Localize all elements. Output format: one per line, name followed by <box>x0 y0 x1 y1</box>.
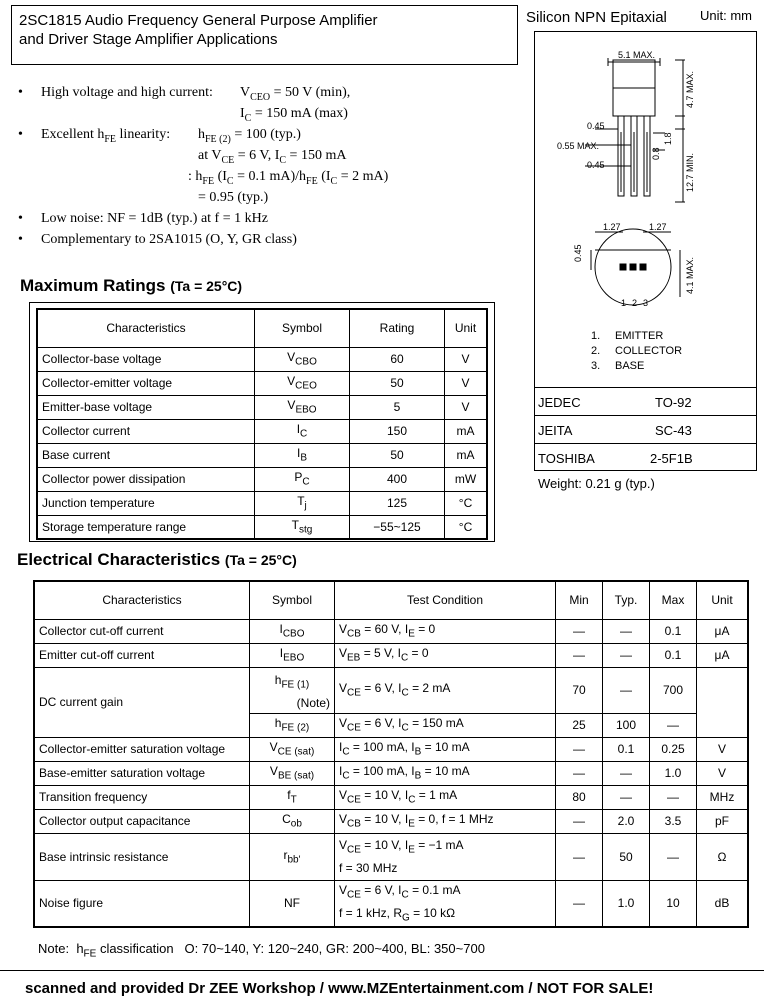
symbol-cell: $h_{FE (2)}$ <box>250 713 335 737</box>
standard-row: TOSHIBA 2-5F1B <box>535 443 756 471</box>
unit-cell: MHz <box>697 785 749 809</box>
symbol-cell: $T_{stg}$ <box>255 515 350 539</box>
symbol-cell: $I_B$ <box>255 443 350 467</box>
char-cell: Collector-emitter voltage <box>37 371 255 395</box>
feature-item: • Excellent $h_{FE}$ linearity: $h_{FE (2)} = 100$ (typ.) <box>18 127 301 145</box>
condition-cell: $I_C = 100$ mA, $I_B = 10$ mA <box>335 737 556 761</box>
dim-lead3: 0.45 <box>587 160 605 170</box>
condition-cell: $V_{CB} = 10$ V, $I_E = 0$, f = 1 MHz <box>335 809 556 833</box>
table-row <box>34 643 748 667</box>
char-cell: Storage temperature range <box>37 515 255 539</box>
dim-pitch-l: 1.27 <box>603 222 621 232</box>
char-cell: Emitter cut-off current <box>34 643 250 667</box>
standards-table <box>535 387 756 471</box>
table-row <box>34 833 748 880</box>
value-cell: 50 <box>350 371 445 395</box>
dim-length: 12.7 MIN. <box>685 152 695 192</box>
max-ratings-frame <box>29 302 495 542</box>
standard-row: JEDEC TO-92 <box>535 387 756 415</box>
symbol-cell: $r_{bb'}$ <box>250 833 335 880</box>
feature-item: • High voltage and high current: $V_{CEO} = 50$ V (min), <box>18 85 351 103</box>
symbol-cell: $C_{ob}$ <box>250 809 335 833</box>
max-cell: 700 <box>650 667 697 713</box>
condition-cell: $I_C = 100$ mA, $I_B = 10$ mA <box>335 761 556 785</box>
max-cell: — <box>650 833 697 880</box>
table-row <box>34 619 748 643</box>
char-cell: Collector current <box>37 419 255 443</box>
table-row <box>37 443 487 467</box>
col-header: Characteristics <box>37 309 255 347</box>
char-cell: Base intrinsic resistance <box>34 833 250 880</box>
pin-number-1: 1 <box>621 298 627 308</box>
typ-cell: — <box>603 667 650 713</box>
col-header: Max <box>650 581 697 619</box>
features: • High voltage and high current: $V_{CEO} = 50$ V (min), $I_C = 150$ mA (max) • Excellent $h_{FE}$ linearity: $h_{FE (2)} = 100$ (typ.) at $V_{CE} = 6$ V, $I_C = 150$ mA : $h_{FE}$ ($I_C = 0.1$ $mA)/h_{FE}$ ($I_C = 2$ mA) = 0.95 (typ.) • Low noise: NF = 1dB (typ.) at f = 1 kHz • Complementary to 2SA1015 (O, Y, GR class) <box>18 82 498 250</box>
unit-cell: V <box>697 761 749 785</box>
pin-2-name: COLLECTOR <box>615 345 683 357</box>
pin-3-name: BASE <box>615 360 645 372</box>
pin-2-num: 2. <box>591 345 601 357</box>
feature-item: • Low noise: NF = 1dB (typ.) at f = 1 kHz <box>18 211 268 226</box>
char-cell: DC current gain <box>34 667 250 737</box>
table-row <box>37 491 487 515</box>
value-cell: 125 <box>350 491 445 515</box>
min-cell: 70 <box>556 667 603 713</box>
title-line1: 2SC1815 Audio Frequency General Purpose Amplifier <box>19 12 378 29</box>
unit-cell: μA <box>697 643 749 667</box>
table-row <box>37 395 487 419</box>
unit-cell: °C <box>445 515 488 539</box>
unit-cell: V <box>445 371 488 395</box>
value-cell: 50 <box>350 443 445 467</box>
char-cell: Collector-base voltage <box>37 347 255 371</box>
pin-1-name: EMITTER <box>615 330 664 342</box>
char-cell: Collector-emitter saturation voltage <box>34 737 250 761</box>
table-row <box>34 809 748 833</box>
col-header: Test Condition <box>335 581 556 619</box>
char-cell: Junction temperature <box>37 491 255 515</box>
dim-08: 0.8 <box>651 147 661 160</box>
value-cell: 150 <box>350 419 445 443</box>
symbol-cell: $f_T$ <box>250 785 335 809</box>
value-cell: −55~125 <box>350 515 445 539</box>
col-header: Characteristics <box>34 581 250 619</box>
min-cell: — <box>556 737 603 761</box>
char-cell: Noise figure <box>34 880 250 927</box>
unit-cell: pF <box>697 809 749 833</box>
table-row <box>37 419 487 443</box>
max-cell: — <box>650 785 697 809</box>
unit-cell: Ω <box>697 833 749 880</box>
symbol-cell: $I_C$ <box>255 419 350 443</box>
elec-title: Electrical Characteristics (Ta = 25°C) <box>17 550 297 569</box>
dim-width: 5.1 MAX. <box>618 50 656 60</box>
unit-cell: μA <box>697 619 749 643</box>
value-cell: 400 <box>350 467 445 491</box>
max-ratings-title: Maximum Ratings (Ta = 25°C) <box>20 276 243 295</box>
char-cell: Collector output capacitance <box>34 809 250 833</box>
elec-table <box>33 580 749 928</box>
title-line2: and Driver Stage Amplifier Applications <box>19 31 278 48</box>
unit-cell: V <box>445 347 488 371</box>
footer-text: scanned and provided Dr ZEE Workshop / www.MZEntertainment.com / NOT FOR SALE! <box>25 980 654 997</box>
symbol-cell: NF <box>250 880 335 927</box>
dim-18: 1.8 <box>663 132 673 145</box>
condition-cell: $V_{CB} = 60$ V, $I_E = 0$ <box>335 619 556 643</box>
typ-cell: 1.0 <box>603 880 650 927</box>
table-row <box>34 761 748 785</box>
unit-cell: mA <box>445 443 488 467</box>
char-cell: Collector cut-off current <box>34 619 250 643</box>
condition-cell: $V_{CE} = 6$ V, $I_C = 150$ mA <box>335 713 556 737</box>
table-row <box>34 667 748 713</box>
symbol-cell: $I_{CBO}$ <box>250 619 335 643</box>
table-row <box>37 347 487 371</box>
subtitle: Silicon NPN Epitaxial <box>526 9 667 26</box>
pin-number-3: 3 <box>643 298 649 308</box>
char-cell: Base current <box>37 443 255 467</box>
weight: Weight: 0.21 g (typ.) <box>538 476 655 491</box>
typ-cell: — <box>603 619 650 643</box>
typ-cell: 2.0 <box>603 809 650 833</box>
max-cell: 1.0 <box>650 761 697 785</box>
pin-number-2: 2 <box>632 298 638 308</box>
typ-cell: 0.1 <box>603 737 650 761</box>
hfe-note: Note: $h_{FE}$ classification O: 70~140, Y: 120~240, GR: 200~400, BL: 350~700 <box>38 941 485 960</box>
char-cell: Collector power dissipation <box>37 467 255 491</box>
col-header: Min <box>556 581 603 619</box>
symbol-cell: $T_j$ <box>255 491 350 515</box>
unit-cell: mW <box>445 467 488 491</box>
max-cell: — <box>650 713 697 737</box>
dim-lead-gap: 0.55 MAX. <box>557 141 600 151</box>
typ-cell: 100 <box>603 713 650 737</box>
col-header: Unit <box>445 309 488 347</box>
dim-side: 0.45 <box>573 244 583 262</box>
dim-height: 4.7 MAX. <box>685 70 695 108</box>
min-cell: — <box>556 643 603 667</box>
unit-label: Unit: mm <box>700 8 752 23</box>
unit-cell: °C <box>445 491 488 515</box>
package-outline-drawing <box>535 32 756 387</box>
table-row <box>34 785 748 809</box>
condition-cell: $V_{CE} = 10$ V, $I_C = 1$ mA <box>335 785 556 809</box>
symbol-cell: $V_{EBO}$ <box>255 395 350 419</box>
min-cell: — <box>556 619 603 643</box>
symbol-cell: $h_{FE (1)}$ (Note) <box>250 667 335 713</box>
min-cell: — <box>556 880 603 927</box>
symbol-cell: $V_{CE (sat)}$ <box>250 737 335 761</box>
dim-depth: 4.1 MAX. <box>685 256 695 294</box>
col-header: Unit <box>697 581 749 619</box>
value-cell: 60 <box>350 347 445 371</box>
typ-cell: — <box>603 785 650 809</box>
condition-cell: $V_{CE} = 6$ V, $I_C = 2$ mA <box>335 667 556 713</box>
max-cell: 0.1 <box>650 619 697 643</box>
max-ratings-table <box>36 308 488 540</box>
char-cell: Base-emitter saturation voltage <box>34 761 250 785</box>
unit-cell: V <box>445 395 488 419</box>
max-cell: 3.5 <box>650 809 697 833</box>
table-row <box>37 371 487 395</box>
dim-lead1: 0.45 <box>587 121 605 131</box>
col-header: Symbol <box>250 581 335 619</box>
feature-item: • Complementary to 2SA1015 (O, Y, GR class) <box>18 232 297 247</box>
max-cell: 0.25 <box>650 737 697 761</box>
table-row <box>34 880 748 927</box>
table-row <box>34 737 748 761</box>
footer-divider <box>0 970 764 971</box>
feature-item: $I_C = 150$ mA (max) <box>240 106 348 124</box>
note-ref: (Note) <box>296 695 330 710</box>
min-cell: 80 <box>556 785 603 809</box>
pin-3-num: 3. <box>591 360 601 372</box>
unit-cell <box>697 667 749 737</box>
symbol-cell: $I_{EBO}$ <box>250 643 335 667</box>
unit-cell: dB <box>697 880 749 927</box>
title-box <box>11 5 518 65</box>
table-row <box>37 515 487 539</box>
symbol-cell: $P_C$ <box>255 467 350 491</box>
symbol-cell: $V_{BE (sat)}$ <box>250 761 335 785</box>
condition-cell: $V_{CE} = 6$ V, $I_C = 0.1$ mA f = 1 kHz, $R_G = 10$ kΩ <box>335 880 556 927</box>
value-cell: 5 <box>350 395 445 419</box>
condition-cell: $V_{EB} = 5$ V, $I_C = 0$ <box>335 643 556 667</box>
package-box <box>534 31 757 471</box>
typ-cell: 50 <box>603 833 650 880</box>
condition-cell: $V_{CE} = 10$ V, $I_E = -1$ mA f = 30 MHz <box>335 833 556 880</box>
max-cell: 0.1 <box>650 643 697 667</box>
symbol-cell: $V_{CEO}$ <box>255 371 350 395</box>
unit-cell: mA <box>445 419 488 443</box>
min-cell: — <box>556 809 603 833</box>
col-header: Typ. <box>603 581 650 619</box>
char-cell: Transition frequency <box>34 785 250 809</box>
col-header: Rating <box>350 309 445 347</box>
unit-cell: V <box>697 737 749 761</box>
dim-pitch-r: 1.27 <box>649 222 667 232</box>
min-cell: — <box>556 761 603 785</box>
min-cell: — <box>556 833 603 880</box>
max-cell: 10 <box>650 880 697 927</box>
min-cell: 25 <box>556 713 603 737</box>
col-header: Symbol <box>255 309 350 347</box>
typ-cell: — <box>603 643 650 667</box>
typ-cell: — <box>603 761 650 785</box>
char-cell: Emitter-base voltage <box>37 395 255 419</box>
pin-1-num: 1. <box>591 330 601 342</box>
standard-row: JEITA SC-43 <box>535 415 756 443</box>
symbol-cell: $V_{CBO}$ <box>255 347 350 371</box>
table-row <box>37 467 487 491</box>
